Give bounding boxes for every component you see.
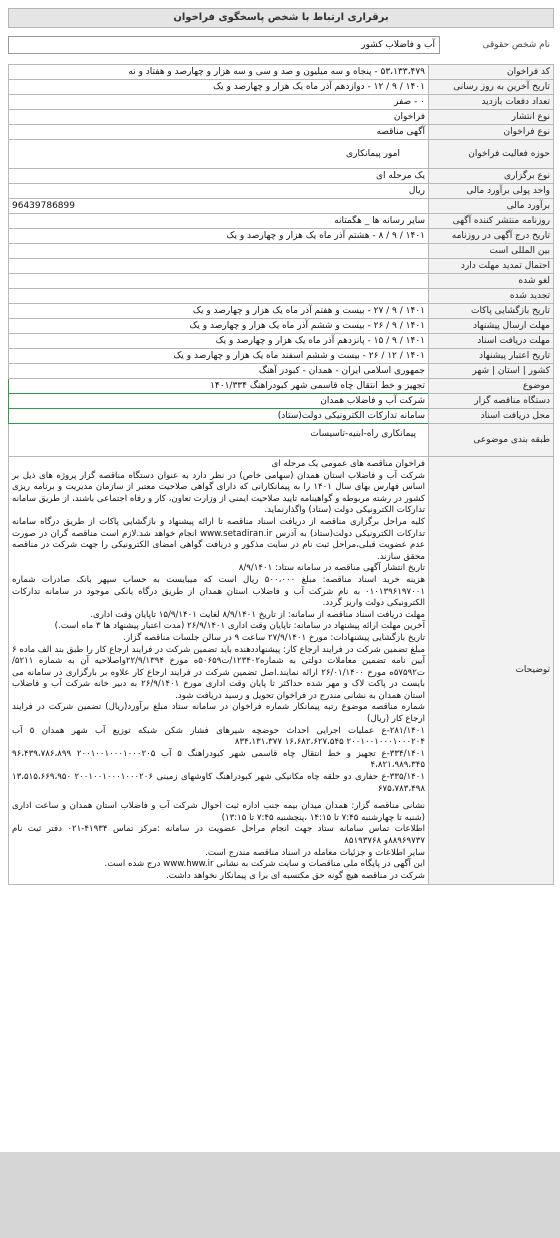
- row-holding-type: [9, 169, 554, 184]
- tender-detail-page: [8, 8, 554, 885]
- desc-para-18: شرکت در مناقصه هیچ گونه حق مکتسبه ای برا ی پیمانکار نخواهد داشت.: [166, 870, 425, 881]
- value-tender-type: آگهی مناقصه: [9, 125, 429, 140]
- row-validity: [9, 349, 554, 364]
- label-subject: موضوع: [429, 379, 554, 394]
- label-cancelled: لغو شده: [429, 274, 554, 289]
- value-currency: ریال: [9, 184, 429, 199]
- legal-person-label: نام شخص حقوقی: [482, 40, 550, 50]
- legal-person-value: آب و فاضلاب کشور: [8, 36, 440, 54]
- desc-para-5: هزینه خرید اسناد مناقصه: مبلغ ۵۰۰،۰۰۰ ریال است که میبایست به حساب سپهر بانک صادرات شماره ۰۱۰۱۳۹۶۱۹۷۰۰۱ به نام شرکت آب و فاضلاب استان همدان از طریق درگاه بانکی موجود در سامانه تدارکات الکترونیکی دولت واریز گردد.: [12, 574, 425, 609]
- value-opening-date: ۱۴۰۱ / ۹ / ۲۷ - بیست و هفتم آذر ماه یک هزار و چهارصد و یک: [9, 304, 429, 319]
- value-organizer: شرکت آب و فاضلاب همدان: [9, 394, 429, 409]
- value-newspaper-date: ۱۴۰۱ / ۹ / ۸ - هشتم آذر ماه یک هزار و چهارصد و یک: [9, 229, 429, 244]
- value-validity: ۱۴۰۱ / ۱۲ / ۲۶ - بیست و ششم اسفند ماه یک هزار و چهارصد و یک: [9, 349, 429, 364]
- legal-person-row: [8, 36, 554, 54]
- row-organizer: [9, 394, 554, 409]
- label-location: کشور | استان | شهر: [429, 364, 554, 379]
- desc-para-15: اطلاعات تماس سامانه ستاد جهت انجام مراحل عضویت در سامانه :مرکز تماس ۴۱۹۳۴-۰۲۱ دفتر ثبت نام ۸۸۹۶۹۷۳۷و ۸۵۱۹۳۷۶۸: [12, 824, 425, 846]
- desc-para-11: ۲۸۱/۱۴۰۱-ع عملیات اجرایی احداث حوضچه شیرهای فشار شکن شبکه توزیع آب شهر همدان ۵ آب ۲۰۰۱۰۰۱۰۰۰۱۰۰۰۲۰۴ ۱۶،۶۸۲،۶۲۷،۵۴۵ ۸۳۴،۱۳۱،۳۷۷: [12, 725, 426, 748]
- value-docs-place: سامانه تدارکات الکترونیکی دولت(ستاد): [9, 409, 429, 424]
- contact-section-title: برقراری ارتباط با شخص پاسخگوی فراخوان: [8, 8, 554, 28]
- value-international: [9, 244, 429, 259]
- row-docs-deadline: [9, 334, 554, 349]
- row-renewed: [9, 289, 554, 304]
- label-tender-type: نوع فراخوان: [429, 125, 554, 140]
- row-activity-field: [9, 140, 554, 169]
- label-publish-type: نوع انتشار: [429, 110, 554, 125]
- label-last-update: تاریخ آخرین به روز رسانی: [429, 80, 554, 95]
- row-newspaper-date: [9, 229, 554, 244]
- value-tender-code: ۵۳،۱۳۳،۴۷۹ - پنجاه و سه میلیون و صد و سی و سه هزار و چهارصد و هفتاد و نه: [9, 65, 429, 80]
- label-estimate: برآورد مالی: [429, 199, 554, 214]
- label-docs-place: محل دریافت اسناد: [429, 409, 554, 424]
- value-extension: [9, 259, 429, 274]
- desc-para-8: تاریخ بازگشایی پیشنهادات: مورخ ۲۷/۹/۱۴۰۱ ساعت ۹ در سالن جلسات مناقصه گزار.: [123, 632, 425, 643]
- row-submit-deadline: [9, 319, 554, 334]
- label-extension: احتمال تمدید مهلت دارد: [429, 259, 554, 274]
- label-tender-code: کد فراخوان: [429, 65, 554, 80]
- desc-para-14: نشانی مناقصه گزار: همدان میدان بیمه جنب اداره ثبت احوال شرکت آب و فاضلاب استان همدان و ساعت اداری (شنبه تا چهارشنبه ۷:۴۵ تا ۱۴:۱۵ ،پنجشنبه ۷:۴۵ تا ۱۳:۱۵): [12, 801, 425, 823]
- value-view-count: ۰ - صفر: [9, 95, 429, 110]
- row-cancelled: [9, 274, 554, 289]
- value-publish-type: فراخوان: [9, 110, 429, 125]
- desc-para-9: مبلغ تضمین شرکت در فرایند ارجاع کار: پیشنهاددهنده باید تضمین شرکت در فرایند ارجاع کار را طبق بند الف ماده ۶ آیین نامه تضمین معاملات دولتی به شماره۱۲۳۴۰۲/ت۵۰۶۵۹ه مورخ ۲۲/۹/۱۳۹۴واصلاحیه آن به شماره ۵۲۱۱/ت۵۷۵۹۲ه مورخ ۲۶/۰۱/۱۴۰۰ ارائه نمایند.اصل تضمین شرکت در فرایند ارجاع کار علاوه بر بارگزاری در سامانه می بایست در پاکت لاک و مهر شده حداکثر تا پایان وقت اداری مورخ ۲۶/۹/۱۴۰۱ به دبیر خانه شرکت آب و فاضلاب استان همدان به نشانی مندرج در فراخوان تحویل و رسید دریافت شود.: [12, 644, 425, 701]
- row-extension: [9, 259, 554, 274]
- label-docs-deadline: مهلت دریافت اسناد: [429, 334, 554, 349]
- row-subject: [9, 379, 554, 394]
- label-opening-date: تاریخ بازگشایی پاکات: [429, 304, 554, 319]
- desc-para-10: شماره مناقصه موضوع رتبه پیمانکار شماره فراخوان در سامانه ستاد مبلغ برآورد(ریال) تضمین شرکت در فرایند ارجاع کار (ریال): [12, 702, 425, 725]
- row-publish-type: [9, 110, 554, 125]
- label-newspaper-date: تاریخ درج آگهی در روزنامه: [429, 229, 554, 244]
- row-international: [9, 244, 554, 259]
- label-renewed: تجدید شده: [429, 289, 554, 304]
- label-category: طبقه بندی موضوعی: [429, 424, 554, 457]
- desc-para-13: ۳۳۵/۱۴۰۱-ع حفاری دو حلقه چاه مکانیکی شهر کبودراهنگ کاوشهای زمینی ۲۰۰۱۰۰۱۰۰۰۱۰۰۰۲۰۶ ۱۳،۵۱۵،۶۶۹،۹۵۰ ۶۷۵،۷۸۳،۴۹۸: [12, 772, 425, 794]
- desc-para-7: آخرین مهلت ارائه پیشنهاد در سامانه: تاپایان وقت اداری ۲۶/۹/۱۴۰۱ (مدت اعتبار پیشنهاد ها ۳ ماه است.): [54, 621, 425, 632]
- desc-para-1: فراخوان مناقصه های عمومی یک مرحله ای: [271, 459, 425, 469]
- row-newspaper: [9, 214, 554, 229]
- desc-para-12: ۳۳۴/۱۴۰۱-ع تجهیز و خط انتقال چاه قاسمی شهر کبودراهنگ ۵ آب ۲۰۰۱۰۰۱۰۰۰۱۰۰۰۲۰۵ ۹۶،۴۳۹،۷۸۶،۸۹۹ ۴،۸۲۱،۹۸۹،۳۴۵: [12, 748, 425, 771]
- value-cancelled: [9, 274, 429, 289]
- label-organizer: دستگاه مناقصه گزار: [429, 394, 554, 409]
- row-description: [9, 457, 554, 885]
- value-estimate: 96439786899: [9, 199, 429, 214]
- row-category: [9, 424, 554, 457]
- value-renewed: [9, 289, 429, 304]
- desc-para-2: شرکت آب و فاضلاب استان همدان (سهامی خاص) در نظر دارد به عنوان دستگاه مناقصه گزار پروژه های ذیل بر اساس فهارس بهای سال ۱۴۰۱ را به پیمانکارانی که دارای گواهی صلاحیت معتبر از سازمان مدیریت و برنامه ریزی کشور در رشته مربوطه و گواهینامه تایید صلاحیت ایمنی از وزارت تعاون، کار و رفاه اجتماعی باشند، از طریق سامانه تدارکات الکترونیکی دولت (ستاد) واگذارنماید.: [12, 470, 425, 516]
- row-opening-date: [9, 304, 554, 319]
- row-last-update: [9, 80, 554, 95]
- row-location: [9, 364, 554, 379]
- value-docs-deadline: ۱۴۰۱ / ۹ / ۱۵ - پانزدهم آذر ماه یک هزار و چهارصد و یک: [9, 334, 429, 349]
- bottom-gray-band: [0, 1152, 560, 1238]
- value-description: [9, 457, 429, 885]
- row-estimate: [9, 199, 554, 214]
- value-last-update: ۱۴۰۱ / ۹ / ۱۲ - دوازدهم آذر ماه یک هزار و چهارصد و یک: [9, 80, 429, 95]
- label-description: توضیحات: [429, 457, 554, 885]
- label-view-count: تعداد دفعات بازدید: [429, 95, 554, 110]
- label-validity: تاریخ اعتبار پیشنهاد: [429, 349, 554, 364]
- label-activity-field: حوزه فعالیت فراخوان: [429, 140, 554, 169]
- tender-info-table: [8, 64, 554, 885]
- label-currency: واحد پولی برآورد مالی: [429, 184, 554, 199]
- row-tender-code: [9, 65, 554, 80]
- desc-para-17: این آگهی در پایگاه ملی مناقصات و سایت شرکت به نشانی www.hww.ir درج شده است.: [104, 859, 425, 870]
- value-newspaper: سایر رسانه ها _ هگمتانه: [9, 214, 429, 229]
- desc-para-4: تاریخ انتشار آگهی مناقصه در سامانه ستاد: ۸/۹/۱۴۰۱: [238, 563, 425, 574]
- value-holding-type: یک مرحله ای: [9, 169, 429, 184]
- value-category: پیمانکاری راه-ابنیه-تاسیسات: [9, 424, 429, 457]
- desc-para-3: کلیه مراحل برگزاری مناقصه از دریافت اسناد مناقصه تا ارائه پیشنهاد و بازگشایی پاکات از طریق درگاه سامانه تدارکات الکترونیکی دولت(ستاد) به آدرس www.setadiran.ir انجام خواهد شد.لازم است مناقصه گران در صورت عدم عضویت قبلی،مراحل ثبت نام در سایت مذکور و دریافت گواهی امضای الکترونیکی را جهت شرکت در مناقصه محقق سازند.: [12, 516, 425, 562]
- label-newspaper: روزنامه منتشر کننده آگهی: [429, 214, 554, 229]
- label-holding-type: نوع برگزاری: [429, 169, 554, 184]
- value-submit-deadline: ۱۴۰۱ / ۹ / ۲۶ - بیست و ششم آذر ماه یک هزار و چهارصد و یک: [9, 319, 429, 334]
- row-tender-type: [9, 125, 554, 140]
- value-location: جمهوری اسلامی ایران - همدان - کبودر آهنگ: [9, 364, 429, 379]
- row-docs-place: [9, 409, 554, 424]
- row-currency: [9, 184, 554, 199]
- value-subject: تجهیز و خط انتقال چاه قاسمی شهر کبودراهنگ ۱۴۰۱/۳۳۴: [9, 379, 429, 394]
- desc-para-6: مهلت دریافت اسناد مناقصه از سامانه: از تاریخ ۸/۹/۱۴۰۱ لغایت ۱۵/۹/۱۴۰۱ تاپایان وقت اداری.: [90, 609, 425, 620]
- value-activity-field: امور پیمانکاری: [9, 140, 429, 169]
- label-international: بین المللی است: [429, 244, 554, 259]
- label-submit-deadline: مهلت ارسال پیشنهاد: [429, 319, 554, 334]
- desc-para-16: سایر اطلاعات و جزئیات معامله در اسناد مناقصه مندرج است.: [205, 847, 425, 858]
- row-view-count: [9, 95, 554, 110]
